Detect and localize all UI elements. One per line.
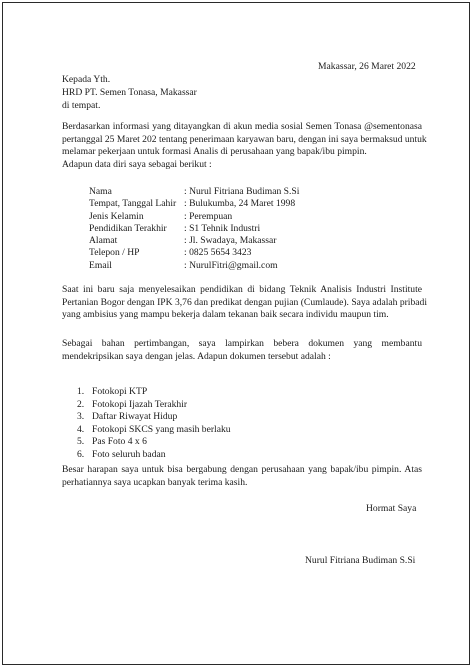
paragraph-line: Adapun data diri saya sebagai berikut : — [62, 158, 212, 170]
paragraph-line: Pertanian Bogor dengan IPK 3,76 dan predikat dengan pujian (Cumlaude). Saya adalah pribadi — [62, 296, 427, 308]
recipient-company: HRD PT. Semen Tonasa, Makassar — [62, 87, 197, 98]
data-row-address — [89, 235, 299, 247]
paragraph-line: Berdasarkan informasi yang ditayangkan di akun media sosial Semen Tonasa @sementonasa — [62, 121, 422, 132]
paragraph-line: perhatiannya saya ucapkan banyak terima kasih. — [62, 476, 248, 488]
field-value: : 0825 5654 3423 — [184, 247, 252, 259]
paragraph-line: melamar pekerjaan untuk formasi Analis di perusahaan yang bapak/ibu pimpin. — [62, 146, 367, 158]
data-row-name — [89, 186, 299, 198]
list-item: 4. Fotokopi SKCS yang masih berlaku — [77, 423, 231, 435]
signature-name: Nurul Fitriana Budiman S.Si — [305, 555, 416, 566]
paragraph-line: pertanggal 25 Maret 202 tentang penerimaan karyawan baru, dengan ini saya bermaksud untuk — [62, 133, 427, 145]
closing-paragraph — [62, 464, 422, 489]
letter-page — [2, 2, 470, 665]
intro-paragraph — [62, 121, 427, 171]
paragraph-line: yang ambisius yang mampu bekerja dalam tekanan baik secara individu maupun tim. — [62, 309, 389, 321]
documents-intro-paragraph — [62, 338, 422, 363]
data-row-phone — [89, 247, 299, 259]
data-row-email — [89, 260, 299, 272]
education-paragraph — [62, 284, 427, 322]
field-label: Pendidikan Terakhir — [89, 222, 167, 234]
field-label: Nama — [89, 186, 112, 197]
data-row-gender — [89, 211, 299, 223]
recipient-salutation: Kepada Yth. — [62, 74, 111, 85]
list-item: 5. Pas Foto 4 x 6 — [77, 436, 147, 448]
field-label: Email — [89, 259, 112, 271]
signoff: Hormat Saya — [366, 503, 417, 514]
field-label: Telepon / HP — [89, 247, 140, 259]
documents-list — [77, 386, 231, 462]
list-item: 6. Foto seluruh badan — [77, 448, 166, 460]
paragraph-line: Saat ini baru saja menyelesaikan pendidikan di bidang Teknik Analisis Industri Institute — [62, 284, 422, 295]
field-value: : Nurul Fitriana Budiman S.Si — [184, 186, 300, 197]
field-value: : NurulFitri@gmail.com — [184, 259, 278, 271]
field-value: : Jl. Swadaya, Makassar — [184, 235, 277, 247]
list-item: 2. Fotokopi Ijazah Terakhir — [77, 398, 188, 410]
data-row-education — [89, 223, 299, 235]
paragraph-line: Sebagai bahan pertimbangan, saya lampirkan bebera dokumen yang membantu — [62, 338, 422, 349]
recipient-location: di tempat. — [62, 100, 101, 111]
field-label: Tempat, Tanggal Lahir — [89, 198, 177, 210]
data-row-birth — [89, 198, 299, 210]
list-item: 1. Fotokopi KTP — [77, 386, 148, 397]
personal-data-table — [89, 186, 299, 272]
paragraph-line: mendekripsikan saya dengan jelas. Adapun dokumen tersebut adalah : — [62, 350, 331, 362]
field-value: : Bulukumba, 24 Maret 1998 — [184, 198, 296, 210]
list-item: 3. Daftar Riwayat Hidup — [77, 411, 178, 423]
paragraph-line: Besar harapan saya untuk bisa bergabung dengan perusahaan yang bapak/ibu pimpin. Atas — [62, 464, 422, 475]
field-value: : S1 Tehnik Industri — [184, 222, 261, 234]
field-label: Jenis Kelamin — [89, 210, 144, 222]
field-label: Alamat — [89, 235, 118, 247]
date-line: Makassar, 26 Maret 2022 — [318, 61, 416, 72]
field-value: : Perempuan — [184, 210, 233, 222]
